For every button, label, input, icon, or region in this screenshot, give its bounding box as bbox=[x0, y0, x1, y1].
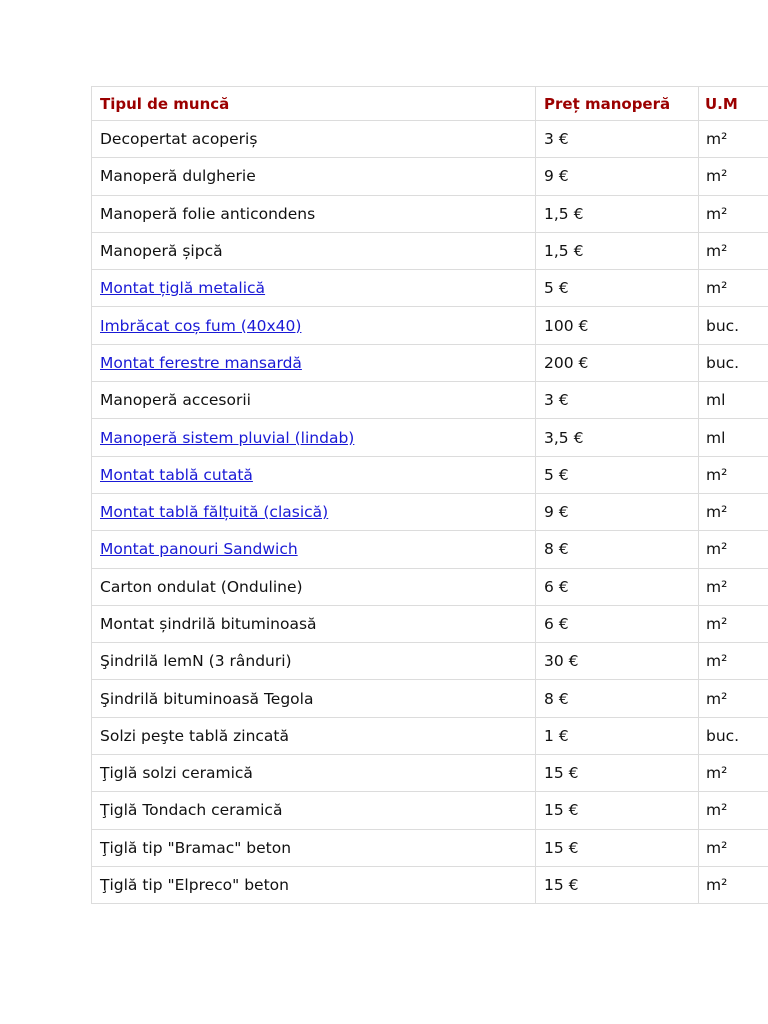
work-type-cell bbox=[92, 755, 536, 792]
work-type-cell bbox=[92, 270, 536, 307]
work-type-link[interactable]: Montat tablă fălțuită (clasică) bbox=[100, 503, 329, 522]
price-cell: 8 € bbox=[536, 680, 699, 717]
work-type-text: Manoperă dulgherie bbox=[100, 167, 256, 186]
work-type-link[interactable]: Montat ferestre mansardă bbox=[100, 353, 302, 372]
table-row bbox=[92, 270, 768, 307]
price-cell: 3,5 € bbox=[536, 419, 699, 456]
price-cell: 15 € bbox=[536, 792, 699, 829]
work-type-text: Manoperă folie anticondens bbox=[100, 204, 316, 223]
work-type-text: Şindrilă bituminoasă Tegola bbox=[100, 689, 314, 708]
price-cell: 5 € bbox=[536, 270, 699, 307]
price-cell: 15 € bbox=[536, 866, 699, 903]
work-type-cell bbox=[92, 121, 536, 158]
table-row bbox=[92, 419, 768, 456]
work-type-cell bbox=[92, 195, 536, 232]
table-row bbox=[92, 568, 768, 605]
table-row bbox=[92, 680, 768, 717]
work-type-cell bbox=[92, 792, 536, 829]
table-row bbox=[92, 755, 768, 792]
work-type-link[interactable]: Imbrăcat coș fum (40x40) bbox=[100, 316, 302, 335]
unit-cell: m² bbox=[699, 829, 768, 866]
table-row bbox=[92, 307, 768, 344]
work-type-cell bbox=[92, 680, 536, 717]
unit-cell: m² bbox=[699, 121, 768, 158]
table-row bbox=[92, 531, 768, 568]
table-row bbox=[92, 605, 768, 642]
price-cell: 30 € bbox=[536, 643, 699, 680]
unit-cell: buc. bbox=[699, 344, 768, 381]
unit-cell: ml bbox=[699, 382, 768, 419]
work-type-text: Ţiglă tip "Elpreco" beton bbox=[100, 876, 289, 895]
work-type-text: Ţiglă tip "Bramac" beton bbox=[100, 838, 292, 857]
unit-cell: m² bbox=[699, 866, 768, 903]
table-row bbox=[92, 717, 768, 754]
table-row bbox=[92, 344, 768, 381]
unit-cell: m² bbox=[699, 531, 768, 568]
table-row bbox=[92, 792, 768, 829]
work-type-cell bbox=[92, 493, 536, 530]
price-cell: 100 € bbox=[536, 307, 699, 344]
work-type-cell bbox=[92, 605, 536, 642]
table-row bbox=[92, 643, 768, 680]
price-cell: 9 € bbox=[536, 158, 699, 195]
work-type-text: Solzi peşte tablă zincată bbox=[100, 726, 289, 745]
work-type-link[interactable]: Manoperă sistem pluvial (lindab) bbox=[100, 428, 355, 447]
price-cell: 15 € bbox=[536, 829, 699, 866]
table-body bbox=[92, 121, 768, 904]
work-type-cell bbox=[92, 456, 536, 493]
work-type-cell bbox=[92, 866, 536, 903]
work-type-cell bbox=[92, 717, 536, 754]
unit-cell: buc. bbox=[699, 717, 768, 754]
unit-cell: m² bbox=[699, 605, 768, 642]
price-cell: 5 € bbox=[536, 456, 699, 493]
work-type-link[interactable]: Montat panouri Sandwich bbox=[100, 540, 298, 559]
work-type-cell bbox=[92, 829, 536, 866]
unit-cell: ml bbox=[699, 419, 768, 456]
work-type-link[interactable]: Montat țiglă metalică bbox=[100, 279, 266, 298]
work-type-text: Decopertat acoperiș bbox=[100, 130, 258, 149]
unit-cell: m² bbox=[699, 158, 768, 195]
work-type-text: Manoperă șipcă bbox=[100, 242, 223, 261]
price-cell: 6 € bbox=[536, 605, 699, 642]
price-cell: 200 € bbox=[536, 344, 699, 381]
price-cell: 1,5 € bbox=[536, 232, 699, 269]
table-row bbox=[92, 493, 768, 530]
unit-cell: m² bbox=[699, 195, 768, 232]
unit-cell: m² bbox=[699, 493, 768, 530]
unit-cell: m² bbox=[699, 792, 768, 829]
work-type-cell bbox=[92, 307, 536, 344]
work-type-text: Montat șindrilă bituminoasă bbox=[100, 615, 317, 633]
table-row bbox=[92, 232, 768, 269]
work-type-text: Carton ondulat (Onduline) bbox=[100, 577, 303, 596]
work-type-cell bbox=[92, 531, 536, 568]
unit-cell: buc. bbox=[699, 307, 768, 344]
header-type: Tipul de muncă bbox=[92, 87, 536, 121]
table-row bbox=[92, 382, 768, 419]
price-table bbox=[91, 86, 768, 904]
work-type-cell bbox=[92, 419, 536, 456]
work-type-text: Ţiglă solzi ceramică bbox=[100, 764, 253, 783]
work-type-cell bbox=[92, 568, 536, 605]
unit-cell: m² bbox=[699, 680, 768, 717]
work-type-text: Manoperă accesorii bbox=[100, 391, 251, 410]
work-type-cell bbox=[92, 344, 536, 381]
work-type-text: Şindrilă lemN (3 rânduri) bbox=[100, 652, 292, 671]
unit-cell: m² bbox=[699, 643, 768, 680]
unit-cell: m² bbox=[699, 755, 768, 792]
work-type-text: Ţiglă Tondach ceramică bbox=[100, 801, 283, 820]
work-type-cell bbox=[92, 382, 536, 419]
table-row bbox=[92, 195, 768, 232]
header-row bbox=[92, 87, 768, 121]
unit-cell: m² bbox=[699, 568, 768, 605]
table-row bbox=[92, 829, 768, 866]
price-cell: 3 € bbox=[536, 121, 699, 158]
table-row bbox=[92, 158, 768, 195]
table-row bbox=[92, 121, 768, 158]
price-cell: 1,5 € bbox=[536, 195, 699, 232]
header-unit: U.M bbox=[699, 87, 768, 121]
table-row bbox=[92, 866, 768, 903]
price-cell: 6 € bbox=[536, 568, 699, 605]
price-cell: 1 € bbox=[536, 717, 699, 754]
work-type-cell bbox=[92, 232, 536, 269]
unit-cell: m² bbox=[699, 270, 768, 307]
price-cell: 15 € bbox=[536, 755, 699, 792]
price-cell: 9 € bbox=[536, 493, 699, 530]
price-cell: 8 € bbox=[536, 531, 699, 568]
table-row bbox=[92, 456, 768, 493]
work-type-cell bbox=[92, 643, 536, 680]
price-cell: 3 € bbox=[536, 382, 699, 419]
work-type-cell bbox=[92, 158, 536, 195]
header-price: Preț manoperă bbox=[536, 87, 699, 121]
unit-cell: m² bbox=[699, 456, 768, 493]
unit-cell: m² bbox=[699, 232, 768, 269]
work-type-link[interactable]: Montat tablă cutată bbox=[100, 465, 253, 484]
